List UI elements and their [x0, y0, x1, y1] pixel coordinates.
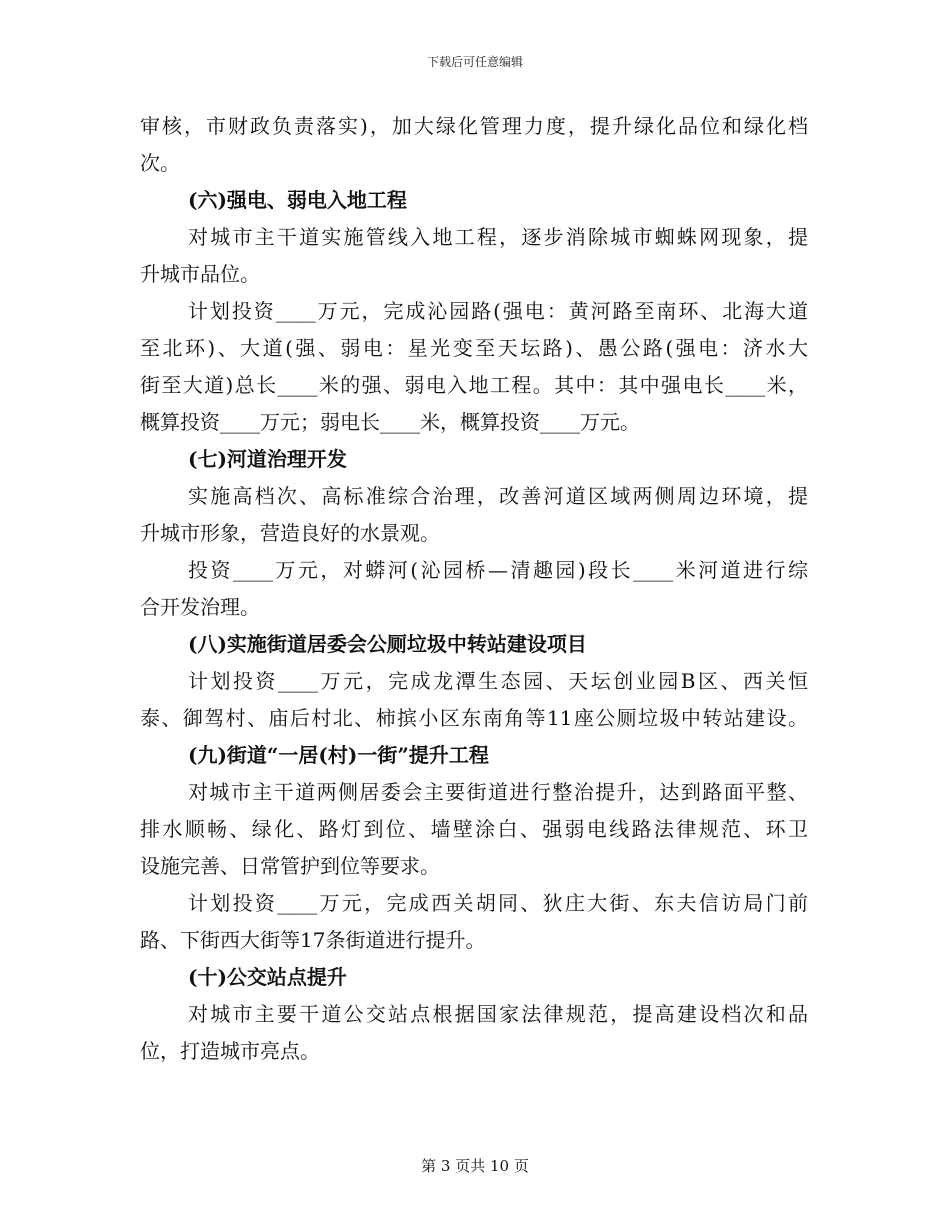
- paragraph: [140, 996, 808, 1070]
- text-line: 对城市主要干道公交站点根据国家法律规范，提高建设档次和品: [188, 1002, 808, 1026]
- text-line: 次。: [140, 151, 180, 175]
- text-line: 升城市形象，营造良好的水景观。: [140, 521, 440, 545]
- paragraph: [140, 885, 808, 959]
- text-line: 至北环)、大道(强、弱电：星光变至天坛路)、愚公路(强电：济水大: [140, 336, 808, 360]
- paragraph: [140, 552, 808, 626]
- text-line: 实施高档次、高标准综合治理，改善河道区域两侧周边环境，提: [188, 484, 808, 508]
- text-line: 路、下街西大街等17条街道进行提升。: [140, 928, 486, 952]
- text-line: 计划投资____万元，完成西关胡同、狄庄大街、东夫信访局门前: [188, 891, 808, 915]
- section-8: [140, 626, 808, 737]
- section-heading: (十)公交站点提升: [188, 965, 347, 989]
- paragraph: [140, 478, 808, 552]
- section-heading: (七)河道治理开发: [188, 447, 347, 471]
- section-7: [140, 441, 808, 626]
- section-6: [140, 182, 808, 441]
- text-line: 计划投资____万元，完成沁园路(强电：黄河路至南环、北海大道: [188, 299, 808, 323]
- section-heading: (九)街道“一居(村)一街”提升工程: [188, 743, 489, 767]
- text-line: 泰、御驾村、庙后村北、柿摈小区东南角等11座公厕垃圾中转站建设。: [140, 706, 808, 730]
- text-line: 对城市主干道两侧居委会主要街道进行整治提升，达到路面平整、: [188, 780, 808, 804]
- text-line: 街至大道)总长____米的强、弱电入地工程。其中：其中强电长____米，: [140, 373, 808, 397]
- text-line: 投资____万元，对蟒河(沁园桥—清趣园)段长____米河道进行综: [188, 558, 808, 582]
- continued-paragraph: [140, 108, 808, 182]
- text-line: 排水顺畅、绿化、路灯到位、墙壁涂白、强弱电线路法律规范、环卫: [140, 817, 808, 841]
- section-heading: (八)实施街道居委会公厕垃圾中转站建设项目: [188, 632, 587, 656]
- section-9: [140, 737, 808, 959]
- text-line: 审核，市财政负责落实)，加大绿化管理力度，提升绿化品位和绿化档: [140, 114, 808, 138]
- text-line: 设施完善、日常管护到位等要求。: [140, 854, 440, 878]
- section-10: [140, 959, 808, 1070]
- paragraph: [140, 219, 808, 293]
- text-line: 计划投资____万元，完成龙潭生态园、天坛创业园B区、西关恒: [188, 669, 808, 693]
- page-number: 第 3 页共 10 页: [421, 1157, 529, 1175]
- page-header-note: 下载后可任意编辑: [426, 55, 523, 69]
- section-heading: (六)强电、弱电入地工程: [188, 188, 407, 212]
- text-line: 合开发治理。: [140, 595, 260, 619]
- text-line: 对城市主干道实施管线入地工程，逐步消除城市蜘蛛网现象，提: [188, 225, 808, 249]
- paragraph: [140, 663, 808, 737]
- text-line: 位，打造城市亮点。: [140, 1039, 320, 1063]
- text-line: 升城市品位。: [140, 262, 260, 286]
- paragraph: [140, 293, 808, 441]
- document-body: [140, 108, 808, 1070]
- paragraph: [140, 774, 808, 885]
- text-line: 概算投资____万元；弱电长____米，概算投资____万元。: [140, 410, 640, 434]
